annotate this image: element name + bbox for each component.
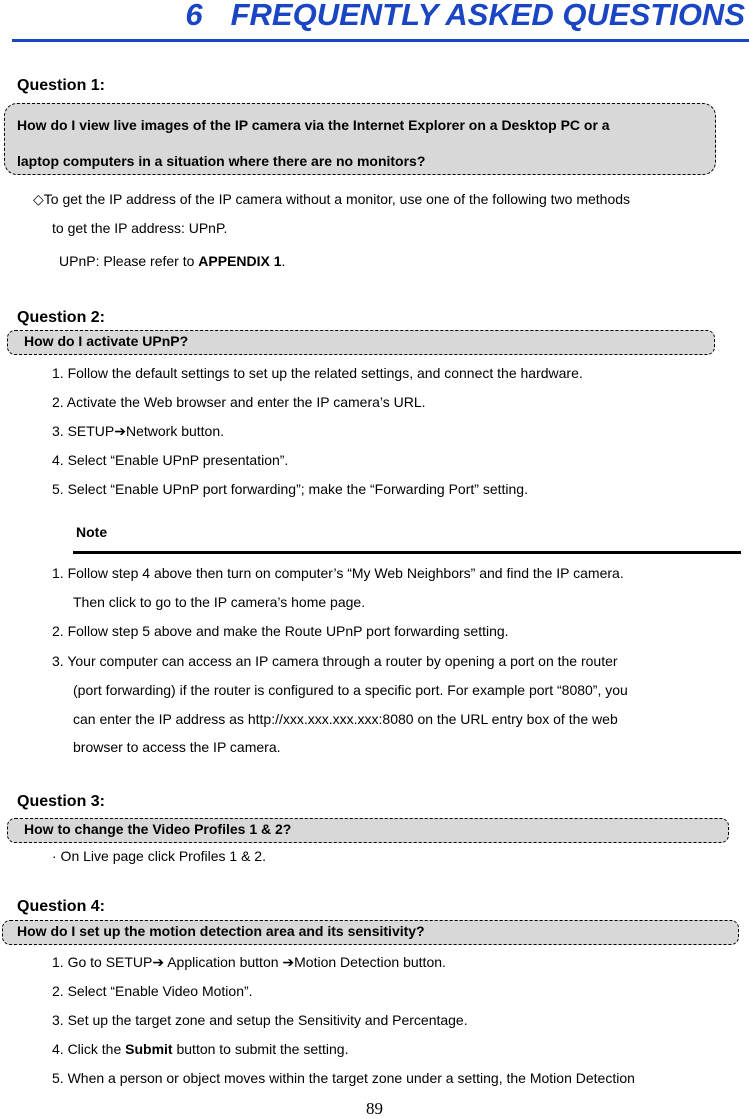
q4-step-2: 2. Select “Enable Video Motion”. bbox=[52, 983, 253, 999]
note-3-cont-1: (port forwarding) if the router is configured to a specific port. For example port “8080”, you bbox=[73, 682, 628, 698]
question-1-text-line2: laptop computers in a situation where there are no monitors? bbox=[17, 153, 426, 169]
note-1: 1. Follow step 4 above then turn on computer’s “My Web Neighbors” and find the IP camera. bbox=[52, 565, 624, 581]
note-rule bbox=[73, 551, 741, 554]
q1-ref-prefix: UPnP: Please refer to bbox=[59, 253, 199, 269]
chapter-heading bbox=[0, 0, 745, 40]
chapter-title: FREQUENTLY ASKED QUESTIONS bbox=[230, 0, 745, 32]
question-1-text-line1: How do I view live images of the IP camera via the Internet Explorer on a Desktop PC or a bbox=[17, 117, 610, 133]
note-3: 3. Your computer can access an IP camera through a router by opening a port on the router bbox=[52, 653, 618, 669]
q2-step-4: 4. Select “Enable UPnP presentation”. bbox=[52, 452, 289, 468]
note-1-cont: Then click to go to the IP camera’s home page. bbox=[73, 594, 366, 610]
question-3-box bbox=[7, 818, 729, 843]
q1-ref-bold: APPENDIX 1 bbox=[198, 253, 282, 269]
page-number: 89 bbox=[366, 1099, 383, 1118]
question-4-box bbox=[2, 920, 739, 945]
chapter-number: 6 bbox=[185, 0, 203, 32]
heading-rule bbox=[12, 39, 749, 42]
note-3-cont-3: browser to access the IP camera. bbox=[73, 739, 281, 755]
q4-step-4 bbox=[52, 1040, 348, 1058]
question-2-label: Question 2: bbox=[17, 309, 106, 326]
q2-step-1: 1. Follow the default settings to set up the related settings, and connect the hardware. bbox=[52, 365, 583, 381]
question-3-text: How to change the Video Profiles 1 & 2? bbox=[24, 821, 292, 837]
note-2: 2. Follow step 5 above and make the Route UPnP port forwarding setting. bbox=[52, 623, 509, 639]
q4-step-1: 1. Go to SETUP➔ Application button ➔Motion Detection button. bbox=[52, 954, 446, 970]
question-1-box bbox=[4, 103, 716, 175]
q1-body-line2: to get the IP address: UPnP. bbox=[52, 220, 228, 236]
q2-step-5: 5. Select “Enable UPnP port forwarding”; make the “Forwarding Port” setting. bbox=[52, 481, 528, 497]
q1-appendix-ref bbox=[59, 252, 285, 270]
note-3-cont-2: can enter the IP address as http://xxx.xxx.xxx.xxx:8080 on the URL entry box of the web bbox=[73, 711, 618, 727]
question-4-text: How do I set up the motion detection area and its sensitivity? bbox=[17, 923, 425, 939]
note-label: Note bbox=[76, 524, 108, 540]
question-2-box bbox=[7, 330, 715, 355]
q4-step-3: 3. Set up the target zone and setup the Sensitivity and Percentage. bbox=[52, 1012, 468, 1028]
q1-ref-suffix: . bbox=[281, 253, 286, 269]
q4-step4-suffix: button to submit the setting. bbox=[172, 1041, 349, 1057]
q1-body-line1: ◇To get the IP address of the IP camera without a monitor, use one of the following two methods bbox=[33, 191, 631, 207]
question-1-label: Question 1: bbox=[17, 77, 106, 94]
q4-step-5: 5. When a person or object moves within the target zone under a setting, the Motion Detection bbox=[52, 1070, 635, 1086]
question-4-label: Question 4: bbox=[17, 898, 106, 915]
q4-step4-bold: Submit bbox=[125, 1041, 173, 1057]
q3-body: · On Live page click Profiles 1 & 2. bbox=[52, 848, 266, 864]
q2-step-3: 3. SETUP➔Network button. bbox=[52, 423, 225, 439]
question-3-label: Question 3: bbox=[17, 793, 106, 810]
q4-step4-prefix: 4. Click the bbox=[52, 1041, 126, 1057]
q2-step-2: 2. Activate the Web browser and enter the IP camera’s URL. bbox=[52, 394, 426, 410]
question-2-text: How do I activate UPnP? bbox=[24, 333, 189, 349]
